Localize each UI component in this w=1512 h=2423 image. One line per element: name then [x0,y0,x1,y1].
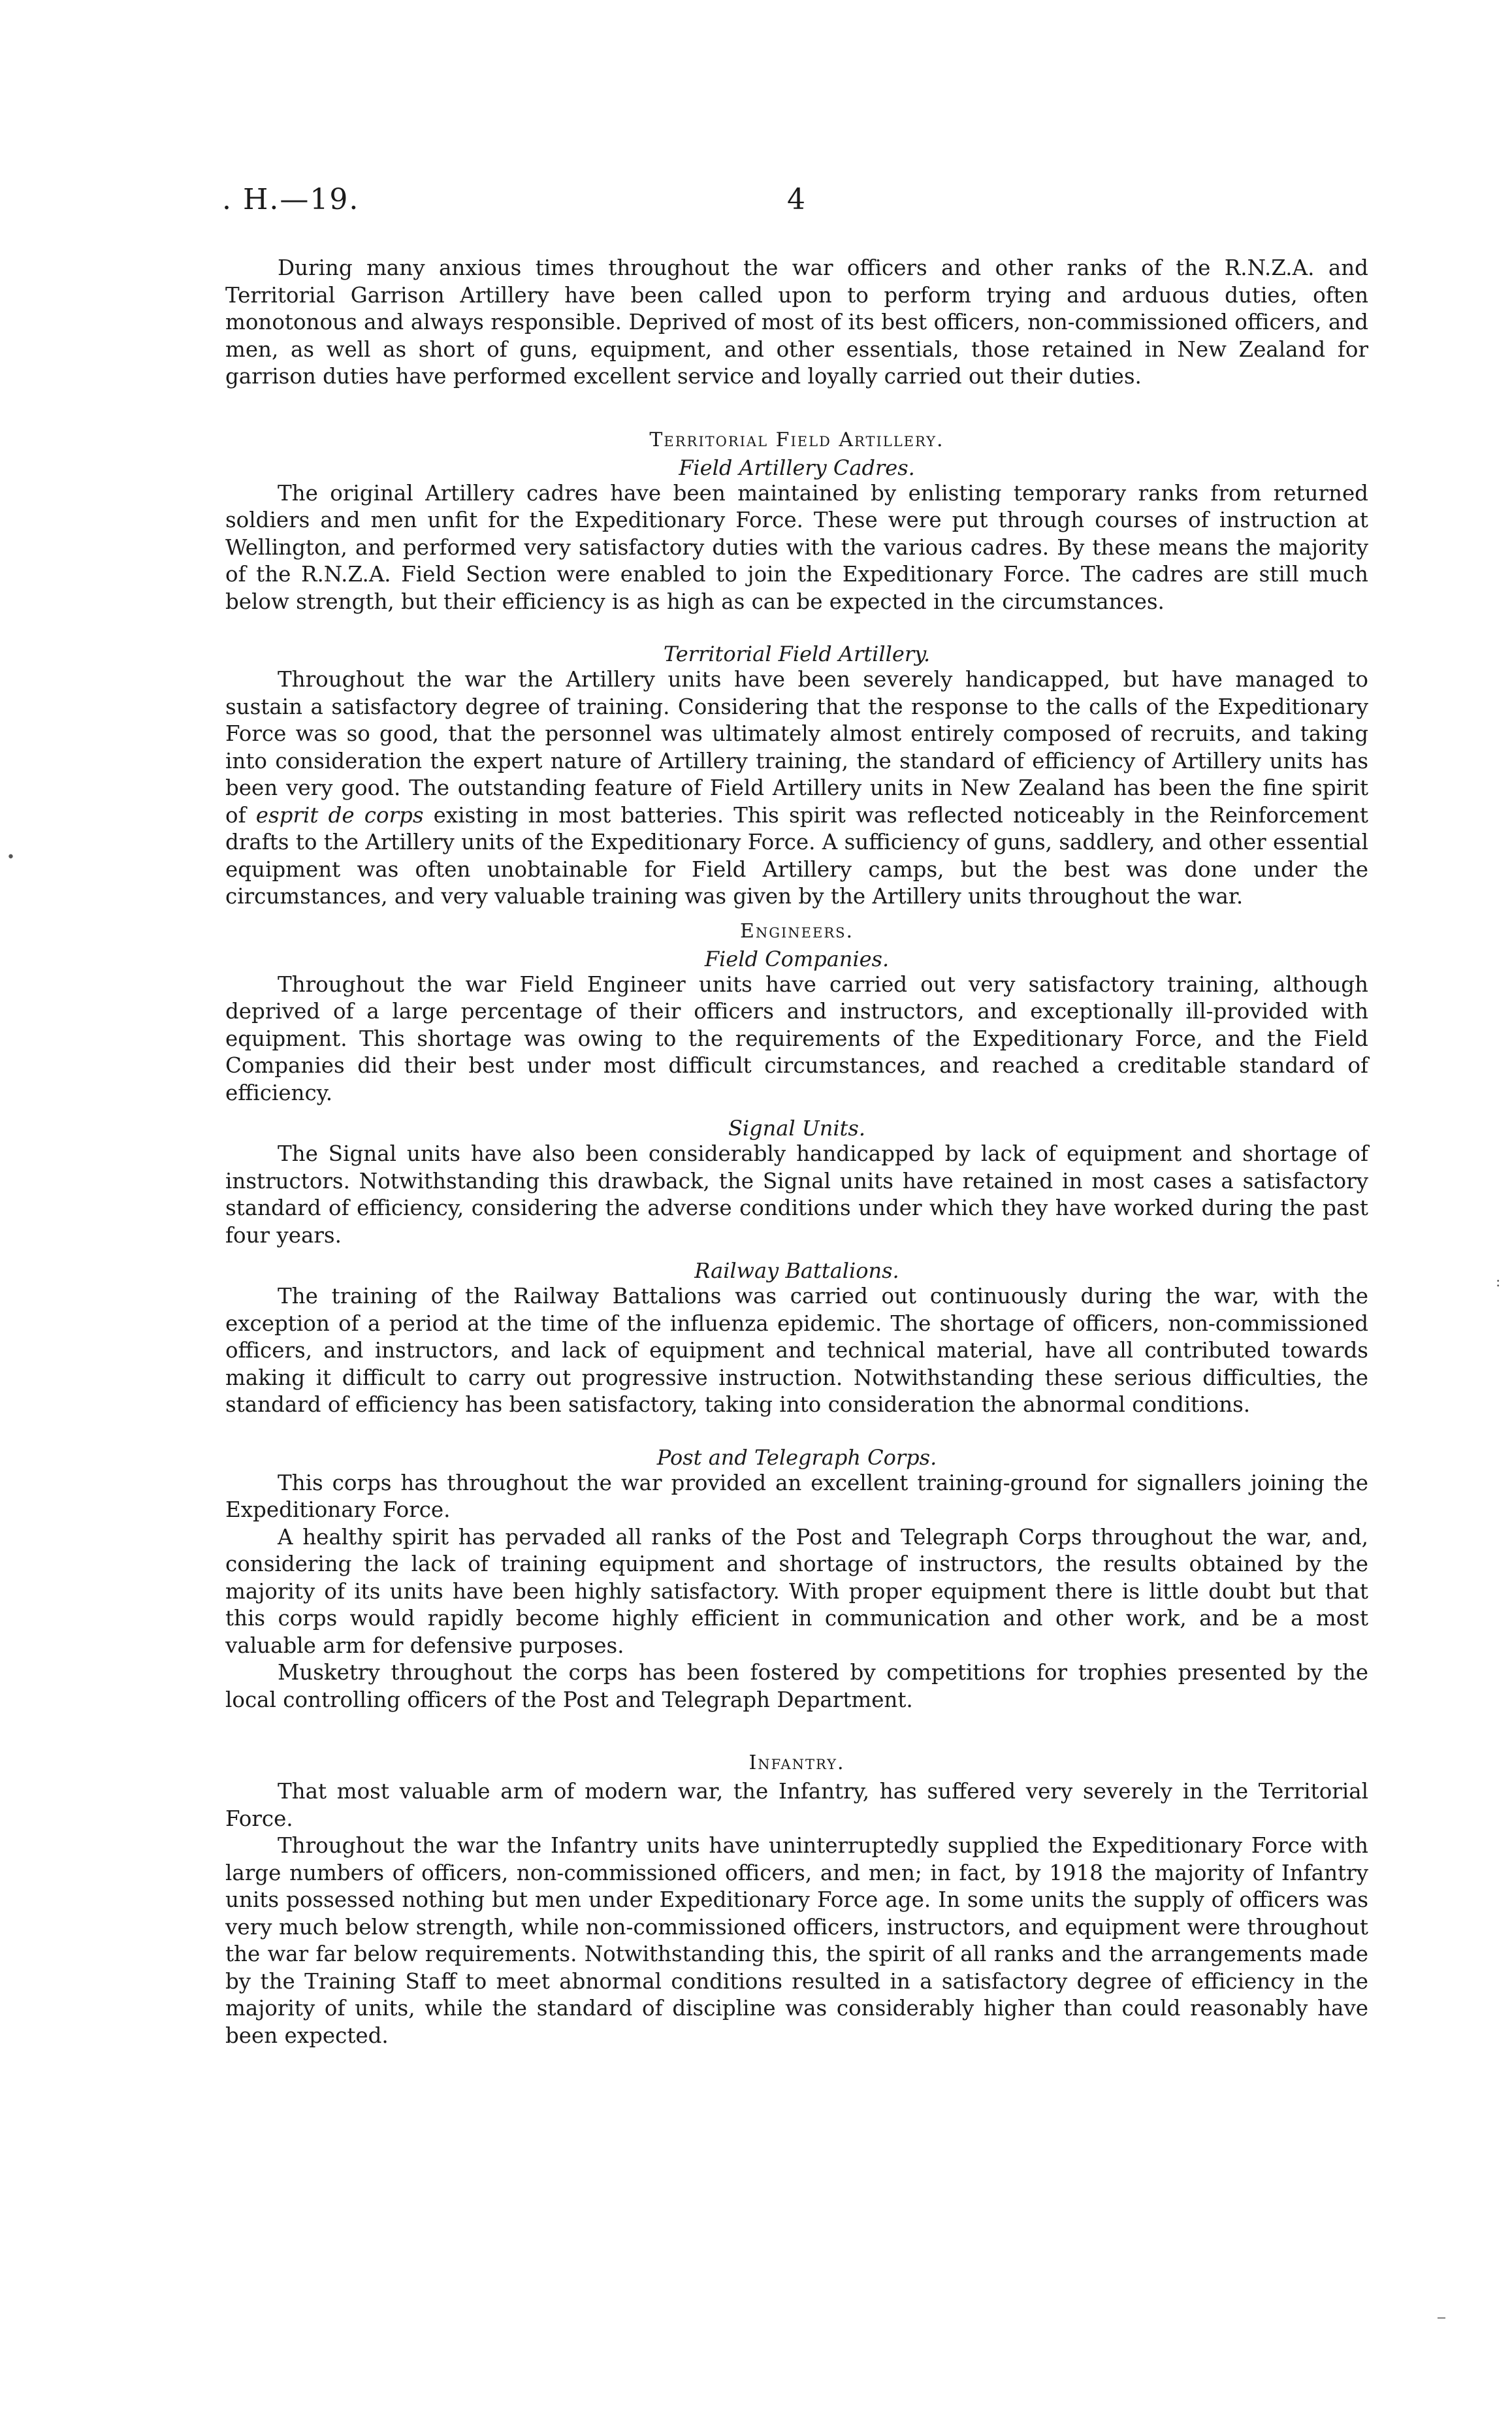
section-heading: Engineers. [739,919,854,943]
scan-mark: : [1496,1274,1501,1290]
infantry-paragraph-1: That most valuable arm of modern war, the Infantry, has suffered very severely in the Territorial Force. [225,1779,1368,1831]
railway-paragraph: The training of the Railway Battalions was carried out continuously during the war, with the exception of a period at the time of the influenza epidemic. The shortage of officers, non-commissioned officers, and instructors, and lack of equipment and technical material, have all contributed towards making it difficult to carry out progressive instruction. Notwithstanding these serious difficulties, the standard of efficiency has been satisfactory, taking into consideration the abnormal conditions. [225,1284,1368,1417]
section-heading: Territorial Field Artillery. [649,428,944,451]
tfa-paragraph: Throughout the war the Artillery units have been severely handicapped, but have managed to sustain a satisfactory degree of training. Considering that the response to the calls of the Expeditionary Force was so good, that the personnel was ultimately almost entirely composed of recruits, and taking into consideration the expert nature of Artillery training, the standard of efficiency of Artillery units has been very good. The outstanding feature of Field Artillery units in New Zealand has been the fine spirit of esprit de corps existing in most batteries. This spirit was reflected noticeably in the Reinforcement drafts to the Artillery units of the Expeditionary Force. A sufficiency of guns, saddlery, and other essential equipment was often unobtainable for Field Artillery camps, but the best was done under the circumstances, and very valuable training was given by the Artillery units throughout the war. [225,667,1368,909]
signal-units-paragraph: The Signal units have also been considerably handicapped by lack of equipment and shortage of instructors. Notwithstanding this drawback, the Signal units have retained in most cases a satisfactory standard of efficiency, considering the adverse conditions under which they have worked during the past four years. [225,1141,1368,1248]
subsection-title-cadres: Field Artillery Cadres. [679,455,915,480]
subsection-title-field-companies: Field Companies. [704,946,890,971]
subsection-title-railway: Railway Battalions. [694,1258,899,1283]
cadres-paragraph: The original Artillery cadres have been maintained by enlisting temporary ranks from returned soldiers and men unfit for the Expeditionary Force. These were put through courses of instruction at Wellington, and performed very satisfactory duties with the various cadres. By these means the majority of the R.N.Z.A. Field Section were enabled to join the Expeditionary Force. The cadres are still much below strength, but their efficiency is as high as can be expected in the circumstances. [225,480,1368,614]
intro-paragraph: During many anxious times throughout the war officers and other ranks of the R.N.Z.A. and Territorial Garrison Artillery have been called upon to perform trying and arduous duties, often monotonous and always responsible. Deprived of most of its best officers, non-commissioned officers, and men, as well as short of guns, equipment, and other essentials, those retained in New Zealand for garrison duties have performed excellent service and loyally carried out their duties. [225,255,1368,389]
subsection-title-post-telegraph: Post and Telegraph Corps. [656,1444,937,1470]
scan-mark: ‒ [1437,2309,1446,2326]
post-telegraph-paragraph-1: This corps has throughout the war provided an excellent training-ground for signallers joining the Expeditionary Force. [225,1470,1368,1522]
section-post-telegraph [225,1445,1368,1714]
post-telegraph-paragraph-3: Musketry throughout the corps has been fostered by competitions for trophies presented by the local controlling officers of the Post and Telegraph Department. [225,1660,1368,1712]
section-engineers [225,920,1368,1419]
field-companies-paragraph: Throughout the war Field Engineer units have carried out very satisfactory training, although deprived of a large percentage of their officers and instructors, and exceptionally ill-provided with equipment. This shortage was owing to the requirements of the Expeditionary Force, and the Field Companies did their best under most difficult circumstances, and reached a creditable standard of efficiency. [225,971,1368,1105]
page-header [222,183,1368,229]
document-page [222,183,1368,2049]
infantry-paragraph-2: Throughout the war the Infantry units have uninterruptedly supplied the Expeditionary Force with large numbers of officers, non-commissioned officers, and men; in fact, by 1918 the majority of Infantry units possessed nothing but men under Expeditionary Force age. In some units the supply of officers was very much below strength, while non-commissioned officers, instructors, and equipment were throughout the war far below requirements. Notwithstanding this, the spirit of all ranks and the arrangements made by the Training Staff to meet abnormal conditions resulted in a satisfactory degree of efficiency in the majority of units, while the standard of discipline was considerably higher than could reasonably have been expected. [225,1833,1368,2048]
esprit-de-corps: esprit de corps [255,802,424,828]
section-territorial-field-artillery [225,429,1368,911]
document-reference: . H.—19. [222,183,360,216]
subsection-title-tfa: Territorial Field Artillery. [663,642,931,666]
section-heading: Infantry. [748,1751,845,1774]
subsection-title-signal-units: Signal Units. [728,1116,865,1141]
page-number: 4 [787,183,805,216]
scan-mark: • [7,849,15,866]
section-infantry [225,1751,1368,2049]
post-telegraph-paragraph-2: A healthy spirit has pervaded all ranks of the Post and Telegraph Corps throughout the war, and, considering the lack of training equipment and shortage of instructors, the results obtained by the majority of its units have been highly satisfactory. With proper equipment there is little doubt but that this corps would rapidly become highly efficient in communication and other work, and be a most valuable arm for defensive purposes. [225,1524,1368,1658]
